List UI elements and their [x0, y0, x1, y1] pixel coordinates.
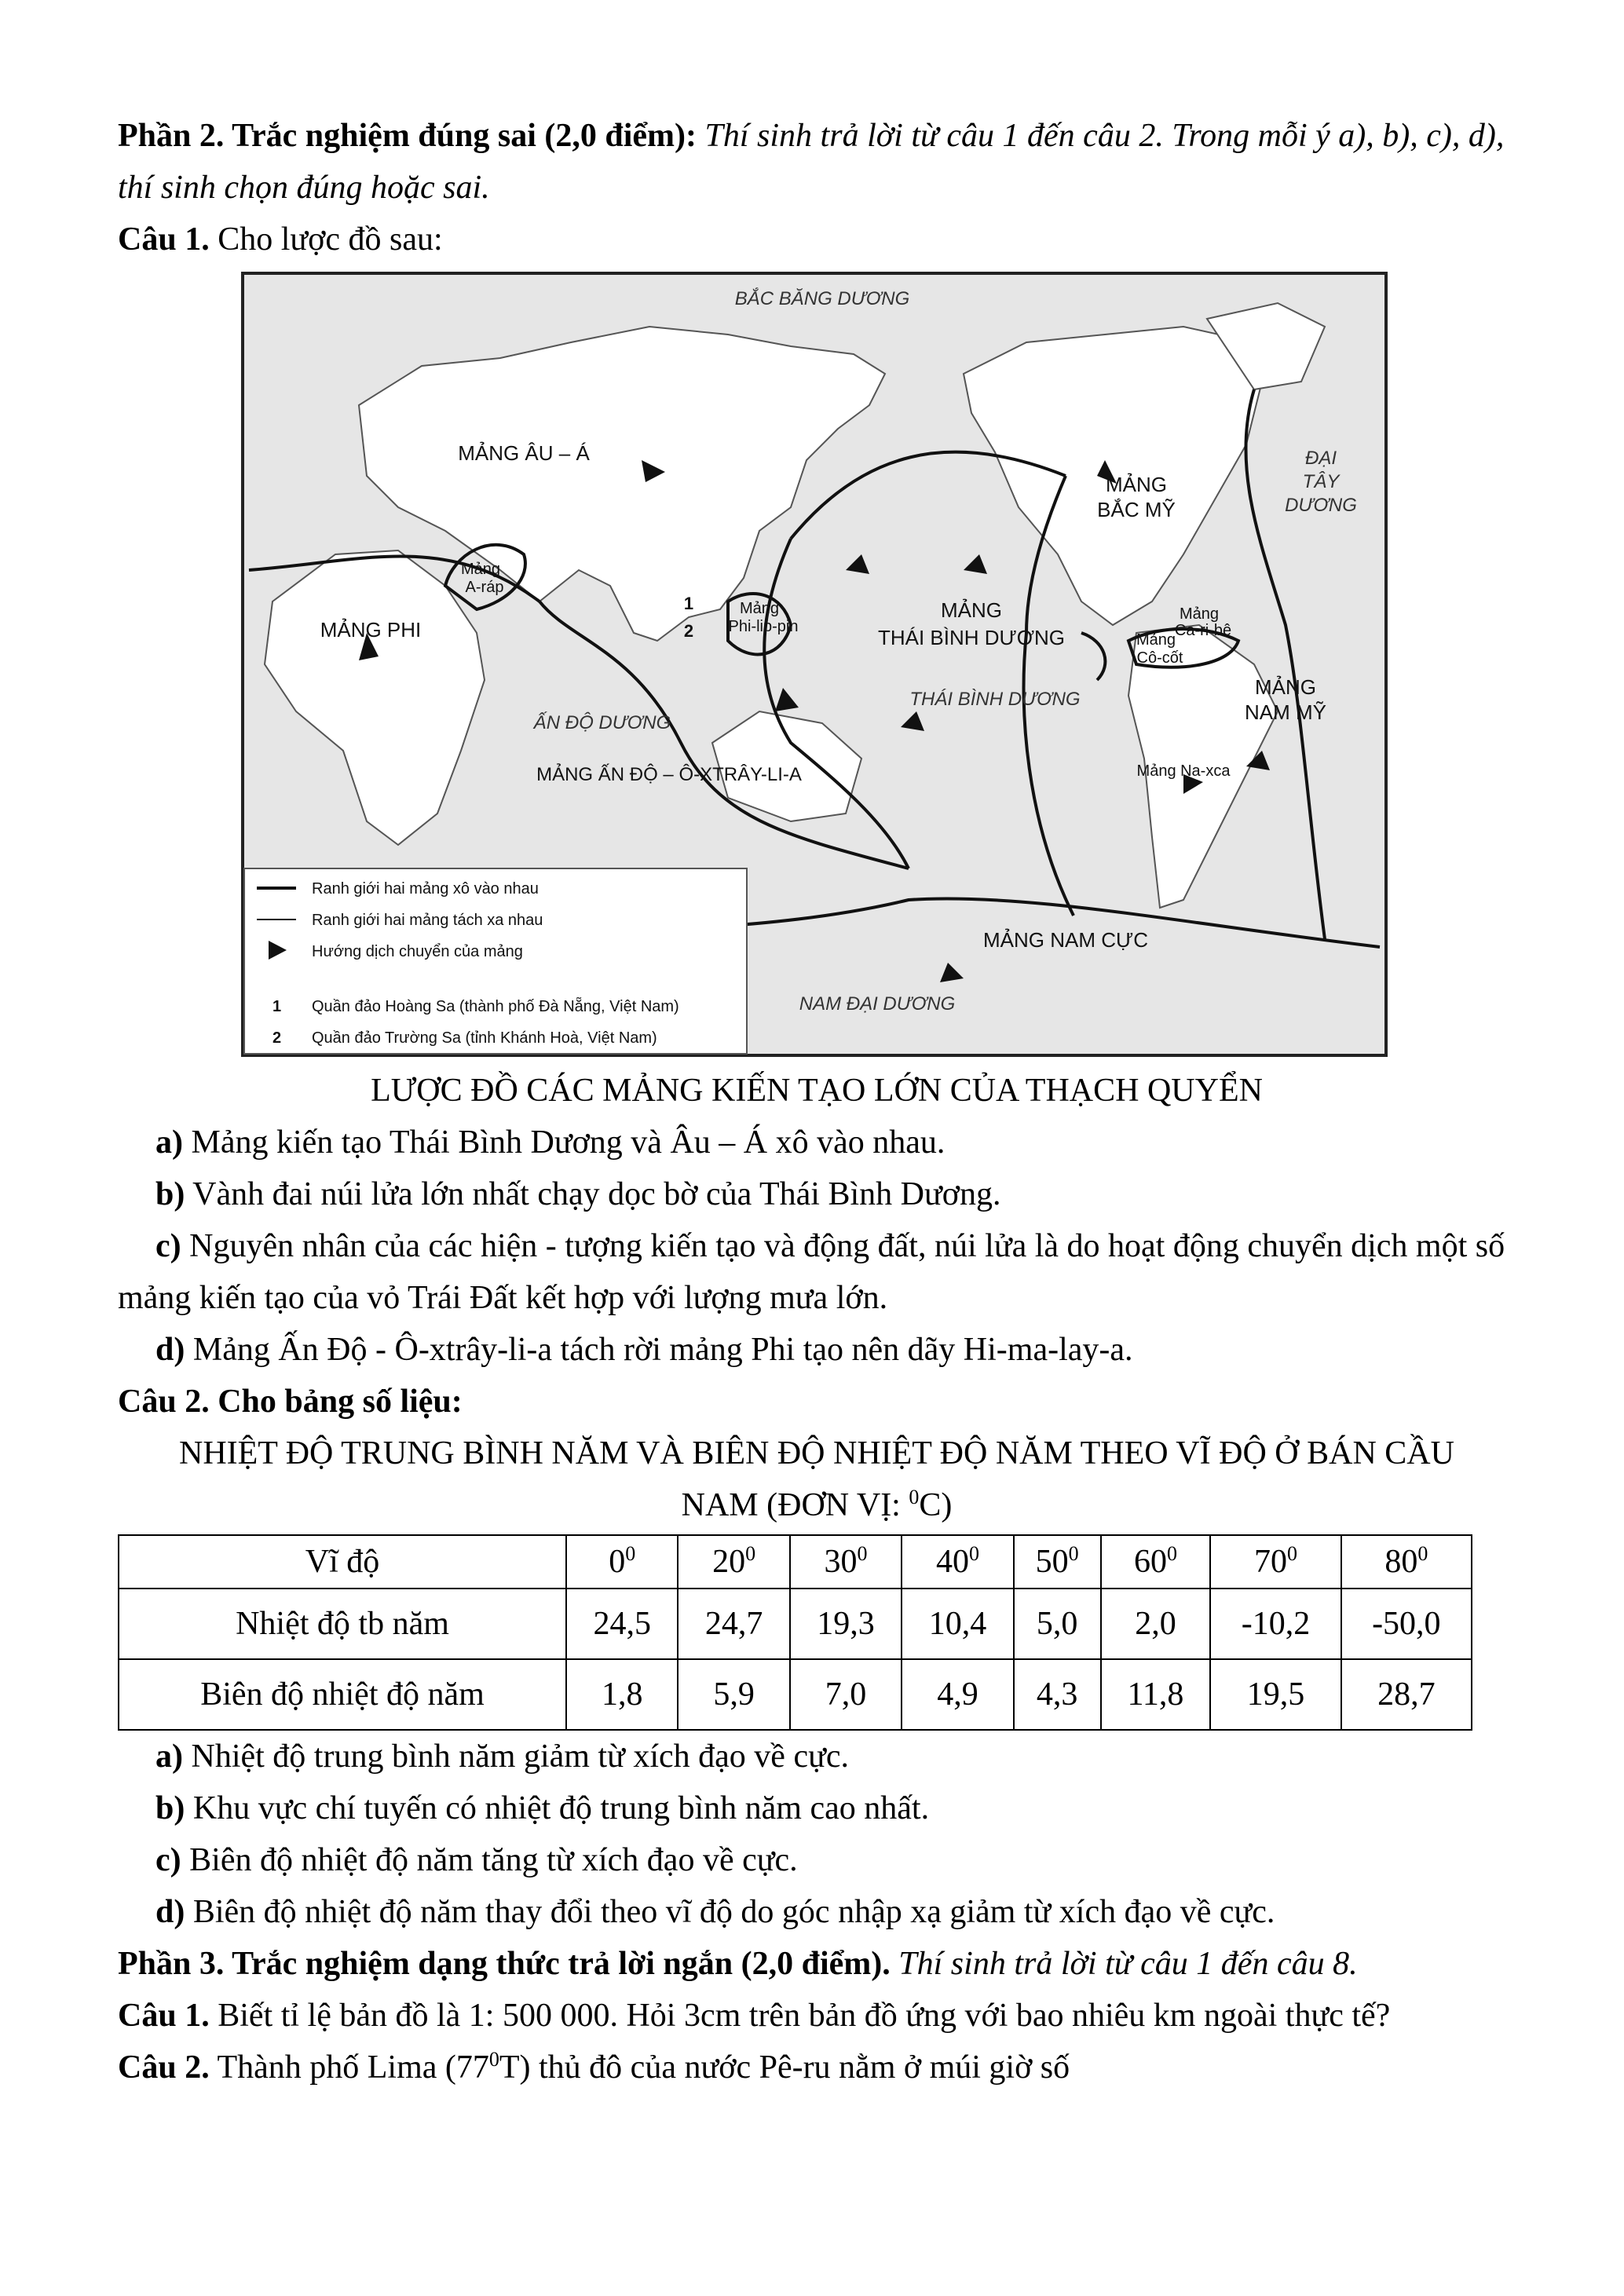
table-row-latitude	[119, 1535, 1472, 1589]
amplitude-cell: 5,9	[678, 1659, 789, 1730]
label-caribbean-2: Ca-ri-bê	[1174, 622, 1232, 639]
lat-value: 80	[1384, 1544, 1418, 1580]
amplitude-cell: 4,3	[1014, 1659, 1101, 1730]
label-indo-australian: MẢNG ẤN ĐỘ – Ô-XTRÂY-LI-A	[536, 764, 802, 785]
part3-instruction: Thí sinh trả lời từ câu 1 đến câu 8.	[898, 1946, 1358, 1982]
legend-text-4: Quần đảo Hoàng Sa (thành phố Đà Nẵng, Việt Nam)	[312, 998, 679, 1015]
label-atlantic-3: DƯƠNG	[1285, 495, 1357, 516]
q2-option-d-text: Biên độ nhiệt độ năm thay đổi theo vĩ độ do góc nhập xạ giảm từ xích đạo về cực.	[192, 1894, 1275, 1930]
table-title-degree: 0	[909, 1486, 920, 1508]
q2-option-c-text: Biên độ nhiệt độ năm tăng từ xích đạo về cực.	[189, 1842, 798, 1878]
q1-option-d-key: d)	[155, 1332, 185, 1368]
legend-text-5: Quần đảo Trường Sa (tỉnh Khánh Hoà, Việt Nam)	[312, 1029, 657, 1047]
row-header-latitude: Vĩ độ	[119, 1535, 566, 1589]
lat-value: 50	[1035, 1544, 1069, 1580]
lat-cell	[1014, 1535, 1101, 1589]
lat-value: 40	[935, 1544, 969, 1580]
lat-value: 20	[712, 1544, 746, 1580]
part3-q1	[118, 1990, 1516, 2042]
q1-option-d	[118, 1324, 1516, 1376]
lat-value: 60	[1133, 1544, 1167, 1580]
q1-option-d-text: Mảng Ấn Độ - Ô-xtrây-li-a tách rời mảng Phi tạo nên dãy Hi-ma-lay-a.	[192, 1332, 1133, 1368]
part2-heading: Phần 2. Trắc nghiệm đúng sai (2,0 điểm):	[118, 118, 697, 154]
avg-temp-cell: 24,5	[566, 1589, 678, 1659]
lat-degree: 0	[1068, 1542, 1079, 1565]
legend-text-2: Ranh giới hai mảng tách xa nhau	[312, 912, 543, 929]
q1-option-c-key: c)	[155, 1228, 181, 1264]
table-title-line-2	[118, 1479, 1516, 1531]
amplitude-cell: 4,9	[902, 1659, 1013, 1730]
amplitude-cell: 1,8	[566, 1659, 678, 1730]
q2-option-b	[118, 1782, 1516, 1834]
amplitude-cell: 7,0	[790, 1659, 902, 1730]
lat-value: 70	[1253, 1544, 1287, 1580]
map-caption: LƯỢC ĐỒ CÁC MẢNG KIẾN TẠO LỚN CỦA THẠCH QUYỂN	[371, 1073, 1263, 1109]
legend-key-4: 1	[272, 998, 282, 1015]
lat-degree: 0	[625, 1542, 636, 1565]
avg-temp-cell: 19,3	[790, 1589, 902, 1659]
label-antarctic: MẢNG NAM CỰC	[983, 928, 1148, 952]
label-cocos-2: Cô-cốt	[1136, 649, 1183, 667]
q2-option-a-text: Nhiệt độ trung bình năm giảm từ xích đạo về cực.	[191, 1738, 849, 1775]
avg-temp-cell: -50,0	[1341, 1589, 1472, 1659]
part3-heading: Phần 3. Trắc nghiệm dạng thức trả lời ngắn (2,0 điểm).	[118, 1946, 891, 1982]
exam-page	[118, 110, 1516, 2093]
amplitude-cell: 19,5	[1210, 1659, 1341, 1730]
lat-value: 30	[824, 1544, 858, 1580]
table-title-line-1: NHIỆT ĐỘ TRUNG BÌNH NĂM VÀ BIÊN ĐỘ NHIỆT ĐỘ NĂM THEO VĨ ĐỘ Ở BÁN CẦU	[179, 1435, 1454, 1472]
label-arabia-1: Mảng	[460, 561, 501, 578]
map-svg	[241, 272, 1388, 1057]
part3-q2-text-b: T) thủ đô của nước Pê-ru nằm ở múi giờ số	[499, 2049, 1070, 2086]
q2-option-d-key: d)	[155, 1894, 185, 1930]
label-caribbean-1: Mảng	[1179, 605, 1220, 623]
q1-option-a-text: Mảng kiến tạo Thái Bình Dương và Âu – Á xô vào nhau.	[191, 1124, 946, 1161]
avg-temp-cell: 24,7	[678, 1589, 789, 1659]
label-arabia-2: A-ráp	[465, 579, 504, 596]
lat-degree: 0	[745, 1542, 756, 1565]
q1-option-c	[118, 1220, 1516, 1324]
label-philippine-1: Mảng	[739, 600, 780, 617]
part2-instruction: Thí sinh trả lời từ câu 1 đến câu 2. Trong mỗi ý a), b), c), d), thí sinh chọn đúng hoặc sai.	[118, 118, 1505, 206]
q2-option-d	[118, 1886, 1516, 1938]
lat-cell	[1101, 1535, 1211, 1589]
q1-option-a	[118, 1117, 1516, 1168]
part2-heading-line	[118, 110, 1516, 214]
label-arctic: BẮC BĂNG DƯƠNG	[734, 288, 910, 309]
q1-prompt	[118, 214, 1516, 265]
lat-degree: 0	[1417, 1542, 1428, 1565]
label-atlantic-1: ĐẠI	[1304, 448, 1337, 469]
part3-q2-label: Câu 2.	[118, 2049, 210, 2086]
lat-cell	[902, 1535, 1013, 1589]
avg-temp-cell: 5,0	[1014, 1589, 1101, 1659]
table-row-avg-temp	[119, 1589, 1472, 1659]
part3-heading-line	[118, 1938, 1516, 1990]
lat-cell	[1341, 1535, 1472, 1589]
part3-q1-label: Câu 1.	[118, 1998, 210, 2034]
part3-q2-text-a: Thành phố Lima (77	[217, 2049, 489, 2086]
q1-option-a-key: a)	[155, 1124, 183, 1161]
amplitude-cell: 11,8	[1101, 1659, 1211, 1730]
part3-q2-degree: 0	[488, 2048, 499, 2071]
part3-q2	[118, 2042, 1516, 2093]
row-header-avg-temp: Nhiệt độ tb năm	[119, 1589, 566, 1659]
label-nazca: Mảng Na-xca	[1136, 762, 1231, 780]
label-pacific-ocean: THÁI BÌNH DƯƠNG	[909, 689, 1081, 710]
table-title-unit-b: C)	[919, 1487, 953, 1523]
lat-cell	[566, 1535, 678, 1589]
q2-option-b-text: Khu vực chí tuyến có nhiệt độ trung bình năm cao nhất.	[192, 1790, 930, 1826]
label-pacific-plate-1: MẢNG	[941, 598, 1002, 622]
label-indian-ocean: ẤN ĐỘ DƯƠNG	[533, 712, 671, 733]
lat-cell	[678, 1535, 789, 1589]
label-south-america-2: NAM MỸ	[1245, 700, 1326, 724]
tectonic-plates-map	[241, 272, 1388, 1057]
lat-cell	[790, 1535, 902, 1589]
legend-text-1: Ranh giới hai mảng xô vào nhau	[312, 880, 539, 898]
part3-q1-text: Biết tỉ lệ bản đồ là 1: 500 000. Hỏi 3cm trên bản đồ ứng với bao nhiêu km ngoài thực tế?	[218, 1998, 1391, 2034]
label-north-america-2: BẮC MỸ	[1097, 498, 1176, 521]
q1-label: Câu 1.	[118, 221, 210, 258]
temperature-table	[118, 1534, 1472, 1731]
label-atlantic-2: TÂY	[1302, 471, 1340, 492]
label-southern-ocean: NAM ĐẠI DƯƠNG	[799, 993, 956, 1015]
label-philippine-2: Phi-lip-pin	[728, 618, 799, 635]
lat-degree: 0	[1286, 1542, 1297, 1565]
avg-temp-cell: 10,4	[902, 1589, 1013, 1659]
row-header-amplitude: Biên độ nhiệt độ năm	[119, 1659, 566, 1730]
q2-option-a	[118, 1731, 1516, 1782]
avg-temp-cell: 2,0	[1101, 1589, 1211, 1659]
q1-option-b-key: b)	[155, 1176, 185, 1212]
label-cocos-1: Mảng	[1136, 631, 1176, 649]
lat-degree: 0	[1166, 1542, 1177, 1565]
table-row-amplitude	[119, 1659, 1472, 1730]
q2-option-b-key: b)	[155, 1790, 185, 1826]
label-africa: MẢNG PHI	[320, 618, 422, 642]
legend-text-3: Hướng dịch chuyển của mảng	[312, 943, 523, 960]
map-legend	[244, 868, 747, 1054]
marker-truong-sa: 2	[683, 621, 694, 641]
lat-cell	[1210, 1535, 1341, 1589]
label-pacific-plate-2: THÁI BÌNH DƯƠNG	[877, 626, 1066, 649]
q2-option-c-key: c)	[155, 1842, 181, 1878]
label-eurasia: MẢNG ÂU – Á	[458, 441, 590, 465]
amplitude-cell: 28,7	[1341, 1659, 1472, 1730]
lat-value: 0	[609, 1544, 626, 1580]
lat-degree: 0	[968, 1542, 979, 1565]
q2-option-a-key: a)	[155, 1738, 183, 1775]
table-title-unit-a: NAM (ĐƠN VỊ:	[681, 1487, 909, 1523]
marker-hoang-sa: 1	[683, 594, 694, 613]
q1-option-b	[118, 1168, 1516, 1220]
lat-degree: 0	[857, 1542, 868, 1565]
label-north-america-1: MẢNG	[1106, 473, 1167, 496]
label-south-america-1: MẢNG	[1255, 675, 1316, 699]
legend-key-5: 2	[272, 1029, 282, 1047]
q2-option-c	[118, 1834, 1516, 1886]
avg-temp-cell: -10,2	[1210, 1589, 1341, 1659]
q2-label: Câu 2. Cho bảng số liệu:	[118, 1384, 463, 1420]
q1-option-c-text: Nguyên nhân của các hiện - tượng kiến tạo và động đất, núi lửa là do hoạt động chuyển dịch một số mảng kiến tạo của vỏ Trái Đất kết hợp với lượng mưa lớn.	[118, 1228, 1505, 1316]
q1-text: Cho lược đồ sau:	[218, 221, 443, 258]
q1-option-b-text: Vành đai núi lửa lớn nhất chạy dọc bờ của Thái Bình Dương.	[192, 1176, 1001, 1212]
